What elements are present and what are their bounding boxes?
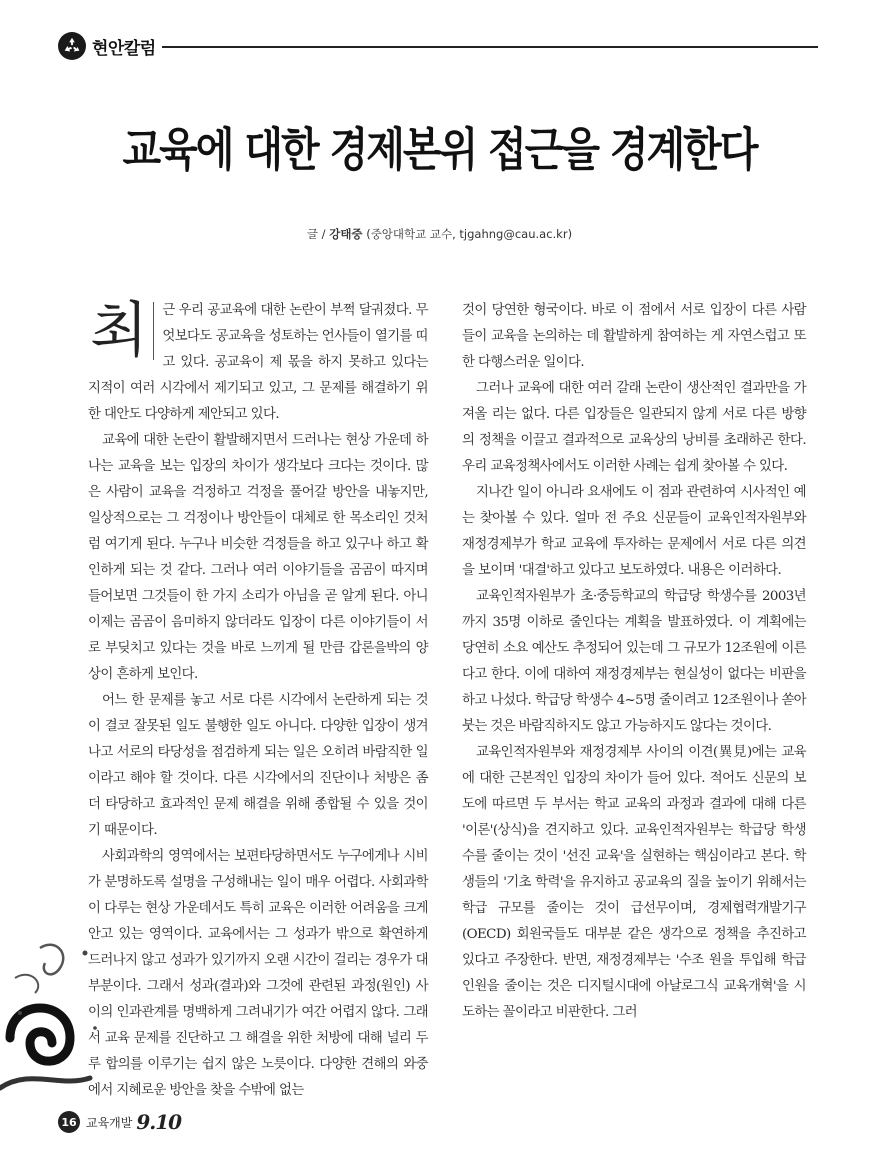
paragraph: 그러나 교육에 대한 여러 갈래 논란이 생산적인 결과만을 가져올 리는 없다. 다른 입장들은 일관되지 않게 서로 다른 방향의 정책을 이끌고 결과적으로 교육상의 낭비를 초래하곤 한다. 우리 교육정책사에서도 이러한 사례는 쉽게 찾아볼 수 있다. xyxy=(462,381,806,474)
paragraph: 것이 당연한 형국이다. 바로 이 점에서 서로 입장이 다른 사람들이 교육을 논의하는 데 활발하게 참여하는 게 자연스럽고 또한 다행스러운 일이다. xyxy=(462,303,806,370)
page-footer xyxy=(58,1110,181,1134)
paragraph: 어느 한 문제를 놓고 서로 다른 시각에서 논란하게 되는 것이 결코 잘못된 일도 불행한 일도 아니다. 다양한 입장이 생겨나고 서로의 타당성을 점검하게 되는 일은 오히려 바람직한 일이라고 해야 할 것이다. 다른 시각에서의 진단이나 처방은 좀 더 타당하고 효과적인 문제 해결을 위해 종합될 수 있을 것이기 때문이다. xyxy=(88,693,428,838)
paragraph: 사회과학의 영역에서는 보편타당하면서도 누구에게나 시비가 분명하도록 설명을 구성해내는 일이 매우 어렵다. 사회과학이 다루는 현상 가운데서도 특히 교육은 이러한 어려움을 크게 안고 있는 영역이다. 교육에서는 그 성과가 밖으로 확연하게 드러나지 않고 성과가 있기까지 오랜 시간이 걸리는 경우가 대부분이다. 그래서 성과(결과)와 그것에 관련된 과정(원인) 사이의 인과관계를 명백하게 그려내기가 여간 어렵지 않다. 그래서 교육 문제를 진단하고 그 해결을 위한 처방에 대해 널리 두루 합의를 이루기는 쉽지 않은 노릇이다. 다양한 견해의 와중에서 지혜로운 방안을 찾을 수밖에 없는 xyxy=(88,849,428,1098)
page-number: 16 xyxy=(58,1111,80,1133)
section-label: 현안칼럼 xyxy=(92,38,156,59)
byline-affiliation: (중앙대학교 교수, tjgahng@cau.ac.kr) xyxy=(366,227,573,241)
article-title: 교육에 대한 경제본위 접근을 경계한다 xyxy=(122,124,757,177)
byline xyxy=(0,226,879,242)
header-rule xyxy=(162,46,818,48)
recycle-icon xyxy=(58,32,86,60)
right-column xyxy=(462,298,806,1026)
paragraph: 교육인적자원부가 초·중등학교의 학급당 학생수를 2003년까지 35명 이하로 줄인다는 계획을 발표하였다. 이 계획에는 당연히 소요 예산도 추정되어 있는데 그 규모가 12조원에 이른다고 한다. 이에 대하여 재정경제부는 현실성이 없다는 비판을 하고 나섰다. 학급당 학생수 4~5명 줄이려고 12조원이나 쏟아 붓는 것은 바람직하지도 않고 가능하지도 않다는 것이다. xyxy=(462,589,806,734)
paragraph: 교육에 대한 논란이 활발해지면서 드러나는 현상 가운데 하나는 교육을 보는 입장의 차이가 생각보다 크다는 것이다. 많은 사람이 교육을 걱정하고 걱정을 풀어갈 방안을 내놓지만, 일상적으로는 그 걱정이나 방안들이 대체로 한 목소리인 것처럼 여기게 된다. 누구나 비슷한 걱정들을 하고 있구나 하고 확인하게 되는 것 같다. 그러나 여러 이야기들을 곰곰이 따지며 들어보면 그것들이 한 가지 소리가 아님을 곧 알게 된다. 아니 이제는 곰곰이 음미하지 않더라도 입장이 다른 이야기들이 서로 부딪치고 있다는 것을 바로 느끼게 될 만큼 갑론을박의 양상이 흔하게 보인다. xyxy=(88,433,428,682)
paragraph: 지나간 일이 아니라 요새에도 이 점과 관련하여 시사적인 예는 찾아볼 수 있다. 얼마 전 주요 신문들이 교육인적자원부와 재정경제부가 학교 교육에 투자하는 문제에서 서로 다른 의견을 보이며 '대결'하고 있다고 보도하였다. 내용은 이러하다. xyxy=(462,485,806,578)
byline-prefix: 글 / xyxy=(306,227,326,241)
byline-author: 강태중 xyxy=(329,227,363,241)
paragraph: 최 근 우리 공교육에 대한 논란이 부쩍 달궈졌다. 무엇보다도 공교육을 성토하는 언사들이 열기를 띠고 있다. 공교육이 제 몫을 하지 못하고 있다는 지적이 여러 시각에서 제기되고 있고, 그 문제를 해결하기 위한 대안도 다양하게 제안되고 있다. xyxy=(88,296,428,422)
decorative-swirl xyxy=(0,918,110,1118)
drop-cap: 최 xyxy=(90,302,154,360)
left-column xyxy=(88,298,428,1104)
section-header xyxy=(58,30,818,62)
paragraph: 교육인적자원부와 재정경제부 사이의 이견(異見)에는 교육에 대한 근본적인 입장의 차이가 들어 있다. 적어도 신문의 보도에 따르면 두 부서는 학교 교육의 과정과 결과에 대해 다른 '이론'(상식)을 견지하고 있다. 교육인적자원부는 학급당 학생수를 줄이는 것이 '선진 교육'을 실현하는 핵심이라고 본다. 학생들의 '기초 학력'을 유지하고 공교육의 질을 높이기 위해서는 학급 규모를 줄이는 것이 급선무이며, 경제협력개발기구(OECD) 회원국들도 대부분 같은 생각으로 정책을 추진하고 있다고 주장한다. 반면, 재정경제부는 '수조 원을 투입해 학급 인원을 줄이는 것은 디지털시대에 아날로그식 교육개혁'을 시도하는 꼴이라고 비판한다. 그러 xyxy=(462,745,806,1020)
magazine-name: 교육개발 xyxy=(86,1115,133,1130)
issue-number: 9.10 xyxy=(136,1110,182,1134)
